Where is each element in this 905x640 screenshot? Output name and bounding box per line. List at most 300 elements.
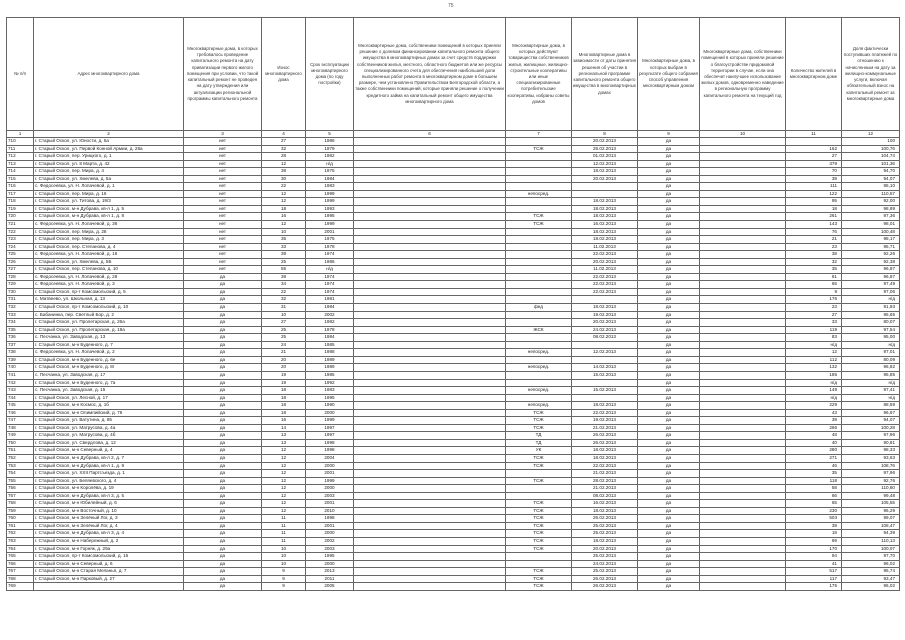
decision-date-cell: 15.02.2013 [572, 371, 638, 379]
address-cell: с. Бабанинка, пер. Светлый Бор, д. 2 [34, 311, 184, 319]
column-number: 10 [700, 131, 786, 138]
repair-needed-cell: да [184, 409, 262, 417]
row-number-cell: 733 [7, 311, 34, 319]
payment-share-cell: 100,28 [842, 424, 900, 432]
repair-needed-cell: да [184, 326, 262, 334]
payment-share-cell: 104,74 [842, 153, 900, 161]
landscaping-cell [700, 281, 786, 289]
residents-cell: 112 [786, 356, 842, 364]
management-chosen-cell: да [638, 296, 700, 304]
management-form-cell: ТСЖ [506, 500, 572, 508]
address-cell: г. Старый Оскол, м-н Парковый, д. 27 [34, 575, 184, 583]
table-row [7, 371, 900, 379]
table-row [7, 575, 900, 583]
page-number: 75 [448, 3, 454, 9]
management-chosen-cell: да [638, 213, 700, 221]
repair-needed-cell: нет [184, 145, 262, 153]
wear-cell: 20 [262, 356, 306, 364]
address-cell: г. Старый Оскол, ул. Беляевского, д. 4 [34, 477, 184, 485]
repair-needed-cell: да [184, 349, 262, 357]
wear-cell: 25 [262, 326, 306, 334]
built-year-cell: 1993 [306, 205, 354, 213]
row-number-cell: 734 [7, 319, 34, 327]
row-number-cell: 751 [7, 447, 34, 455]
table-row [7, 319, 900, 327]
table-row [7, 349, 900, 357]
table-row [7, 251, 900, 259]
payment-share-cell: н/д [842, 394, 900, 402]
address-cell: с. Федосеевка, ул. Н. Лопачевой, д. 36 [34, 221, 184, 229]
management-form-cell: фед [506, 304, 572, 312]
cofinancing-cell [354, 145, 506, 153]
landscaping-cell [700, 394, 786, 402]
table-row [7, 485, 900, 493]
row-number-cell: 747 [7, 417, 34, 425]
cofinancing-cell [354, 553, 506, 561]
cofinancing-cell [354, 281, 506, 289]
wear-cell: 10 [262, 553, 306, 561]
table-row [7, 477, 900, 485]
wear-cell: 35 [262, 236, 306, 244]
landscaping-cell [700, 417, 786, 425]
management-chosen-cell: да [638, 507, 700, 515]
payment-share-cell: 96,82 [842, 364, 900, 372]
residents-cell: 266 [786, 424, 842, 432]
decision-date-cell: 18.02.2013 [572, 236, 638, 244]
residents-cell: 149 [786, 387, 842, 395]
wear-cell: 18 [262, 387, 306, 395]
management-chosen-cell: да [638, 477, 700, 485]
landscaping-cell [700, 198, 786, 206]
cofinancing-cell [354, 424, 506, 432]
address-cell: г. Старый Оскол, м-н Буденного, д. 7 [34, 341, 184, 349]
built-year-cell: 1974 [306, 273, 354, 281]
address-cell: г. Старый Оскол, м-н Буденного, д. 6е [34, 356, 184, 364]
payment-share-cell: 94,07 [842, 417, 900, 425]
wear-cell: 16 [262, 417, 306, 425]
residents-cell: 69 [786, 537, 842, 545]
address-cell: г. Старый Оскол, ул. Свердлова, д. 12 [34, 439, 184, 447]
repair-needed-cell: да [184, 319, 262, 327]
built-year-cell: 2004 [306, 454, 354, 462]
payment-share-cell: 92,76 [842, 477, 900, 485]
management-form-cell: ТСЖ [506, 213, 572, 221]
wear-cell: 10 [262, 545, 306, 553]
payment-share-cell: 97,54 [842, 326, 900, 334]
residents-cell: 503 [786, 515, 842, 523]
management-form-cell [506, 266, 572, 274]
management-chosen-cell: да [638, 334, 700, 342]
address-cell: г. Старый Оскол, м-н Старая Меланья, д. 7 [34, 568, 184, 576]
wear-cell: 10 [262, 311, 306, 319]
landscaping-cell [700, 439, 786, 447]
management-chosen-cell: да [638, 205, 700, 213]
built-year-cell: 1975 [306, 168, 354, 176]
wear-cell: 31 [262, 304, 306, 312]
built-year-cell: 1999 [306, 417, 354, 425]
repair-needed-cell: да [184, 522, 262, 530]
cofinancing-cell [354, 515, 506, 523]
management-form-cell: ТСЖ [506, 568, 572, 576]
repair-needed-cell: да [184, 530, 262, 538]
built-year-cell: 1990 [306, 402, 354, 410]
management-chosen-cell: да [638, 281, 700, 289]
management-form-cell: ТСЖ [506, 507, 572, 515]
row-number-cell: 722 [7, 228, 34, 236]
residents-cell: 43 [786, 409, 842, 417]
wear-cell: 11 [262, 537, 306, 545]
cofinancing-cell [354, 168, 506, 176]
decision-date-cell: 21.02.2013 [572, 470, 638, 478]
landscaping-cell [700, 477, 786, 485]
table-row [7, 530, 900, 538]
address-cell: с. Федосеевка, ул. Н. Лопачевой, д. 2 [34, 349, 184, 357]
cofinancing-cell [354, 583, 506, 591]
decision-date-cell: 15.02.2013 [572, 387, 638, 395]
landscaping-cell [700, 522, 786, 530]
payment-share-cell: 105,55 [842, 500, 900, 508]
table-row [7, 424, 900, 432]
decision-date-cell: 01.02.2013 [572, 153, 638, 161]
repair-needed-cell: да [184, 439, 262, 447]
row-number-cell: 721 [7, 221, 34, 229]
landscaping-cell [700, 575, 786, 583]
decision-date-cell: 18.02.2013 [572, 537, 638, 545]
decision-date-cell [572, 190, 638, 198]
residents-cell: 35 [786, 470, 842, 478]
table-row [7, 183, 900, 191]
decision-date-cell: 20.02.2013 [572, 545, 638, 553]
payment-share-cell: 92,00 [842, 198, 900, 206]
repair-needed-cell: да [184, 379, 262, 387]
row-number-cell: 719 [7, 205, 34, 213]
management-chosen-cell: да [638, 371, 700, 379]
cofinancing-cell [354, 273, 506, 281]
management-form-cell: ТСЖ [506, 477, 572, 485]
wear-cell: 18 [262, 409, 306, 417]
decision-date-cell: 26.02.2013 [572, 145, 638, 153]
built-year-cell: 1998 [306, 439, 354, 447]
row-number-cell: 764 [7, 545, 34, 553]
management-chosen-cell: да [638, 492, 700, 500]
wear-cell: 55 [262, 266, 306, 274]
residents-cell: 21 [786, 236, 842, 244]
management-form-cell [506, 160, 572, 168]
row-number-cell: 754 [7, 470, 34, 478]
row-number-cell: 713 [7, 160, 34, 168]
table-row [7, 190, 900, 198]
management-form-cell [506, 138, 572, 146]
decision-date-cell: 25.02.2013 [572, 553, 638, 561]
wear-cell: 10 [262, 228, 306, 236]
row-number-cell: 737 [7, 341, 34, 349]
address-cell: г. Старый Оскол, ул. 8 Марта, д. 42 [34, 160, 184, 168]
address-cell: г. Старый Оскол, м-н Северный, д. 4 [34, 447, 184, 455]
decision-date-cell [572, 183, 638, 191]
management-form-cell: ТСЖ [506, 221, 572, 229]
wear-cell: 11 [262, 522, 306, 530]
cofinancing-cell [354, 500, 506, 508]
wear-cell: 32 [262, 145, 306, 153]
residents-cell: 162 [786, 145, 842, 153]
row-number-cell: 735 [7, 326, 34, 334]
management-chosen-cell: да [638, 228, 700, 236]
table-row [7, 153, 900, 161]
built-year-cell: 2011 [306, 575, 354, 583]
payment-share-cell: 97,96 [842, 432, 900, 440]
row-number-cell: 716 [7, 183, 34, 191]
row-number-cell: 720 [7, 213, 34, 221]
residents-cell: 12 [786, 349, 842, 357]
repair-needed-cell: да [184, 500, 262, 508]
residents-cell: 271 [786, 454, 842, 462]
built-year-cell: 1984 [306, 334, 354, 342]
landscaping-cell [700, 462, 786, 470]
address-cell: г. Старый Оскол, пер. Мира, д. 4 [34, 168, 184, 176]
table-row [7, 296, 900, 304]
management-form-cell [506, 311, 572, 319]
address-cell: с. Песчанка, ул. Заводская, д. 13 [34, 334, 184, 342]
cofinancing-cell [354, 530, 506, 538]
decision-date-cell: 18.02.2013 [572, 402, 638, 410]
management-chosen-cell: да [638, 273, 700, 281]
row-number-cell: 723 [7, 236, 34, 244]
decision-date-cell: 18.02.2013 [572, 228, 638, 236]
cofinancing-cell [354, 153, 506, 161]
cofinancing-cell [354, 492, 506, 500]
built-year-cell: 1975 [306, 236, 354, 244]
address-cell: г. Старый Оскол, м-н Юбилейный, д. 6 [34, 500, 184, 508]
residents-cell: 27 [786, 311, 842, 319]
built-year-cell: н/д [306, 160, 354, 168]
landscaping-cell [700, 537, 786, 545]
management-form-cell: непосред. [506, 190, 572, 198]
row-number-cell: 748 [7, 424, 34, 432]
management-chosen-cell: да [638, 409, 700, 417]
wear-cell: 9 [262, 583, 306, 591]
repair-needed-cell: нет [184, 160, 262, 168]
payment-share-cell: 110,13 [842, 537, 900, 545]
cofinancing-cell [354, 371, 506, 379]
address-cell: г. Старый Оскол, м-н Восточный, д. 10 [34, 507, 184, 515]
management-chosen-cell: да [638, 454, 700, 462]
address-cell: г. Старый Оскол, м-н Королёва, д. 19 [34, 485, 184, 493]
built-year-cell: 2001 [306, 470, 354, 478]
header-cell: Многоквартирные дома, собственники помещений в которых приняли решение о благоустройстве придомовой территории в случае, если она обеспечит наилучшее использование жилых домов, одновременно наведение в региональную программу капитального ремонта на текущий год [700, 18, 786, 131]
repair-needed-cell: да [184, 394, 262, 402]
wear-cell: 12 [262, 160, 306, 168]
management-chosen-cell: да [638, 387, 700, 395]
decision-date-cell: 22.02.2013 [572, 288, 638, 296]
cofinancing-cell [354, 183, 506, 191]
landscaping-cell [700, 432, 786, 440]
management-chosen-cell: да [638, 138, 700, 146]
residents-cell: 40 [786, 439, 842, 447]
decision-date-cell: 22.02.2013 [572, 273, 638, 281]
table-row [7, 266, 900, 274]
built-year-cell: 1992 [306, 379, 354, 387]
table-row [7, 439, 900, 447]
repair-needed-cell: да [184, 387, 262, 395]
row-number-cell: 761 [7, 522, 34, 530]
cofinancing-cell [354, 575, 506, 583]
management-form-cell [506, 296, 572, 304]
header-cell: Срок эксплуатации многоквартирного дома (по году постройки) [306, 18, 354, 131]
row-number-cell: 739 [7, 356, 34, 364]
management-form-cell [506, 258, 572, 266]
cofinancing-cell [354, 462, 506, 470]
payment-share-cell: 95,85 [842, 371, 900, 379]
cofinancing-cell [354, 439, 506, 447]
cofinancing-cell [354, 537, 506, 545]
payment-share-cell: 110,57 [842, 190, 900, 198]
header-cell: Многоквартирные дома, в которых действуют товарищества собственников жилья, жилищные, жилищно-строительные кооперативы или иные специализированные потребительские кооперативы, избраны советы домов [506, 18, 572, 131]
column-number-row [7, 131, 900, 138]
management-form-cell [506, 553, 572, 561]
repair-needed-cell: нет [184, 228, 262, 236]
management-form-cell: ТСЖ [506, 515, 572, 523]
cofinancing-cell [354, 288, 506, 296]
table-row [7, 198, 900, 206]
management-form-cell: ТСЖ [506, 454, 572, 462]
cofinancing-cell [354, 205, 506, 213]
management-form-cell [506, 394, 572, 402]
decision-date-cell: 24.02.2013 [572, 560, 638, 568]
management-chosen-cell: да [638, 190, 700, 198]
built-year-cell: 1999 [306, 190, 354, 198]
management-chosen-cell: да [638, 183, 700, 191]
payment-share-cell: 80,07 [842, 319, 900, 327]
column-number: 7 [506, 131, 572, 138]
landscaping-cell [700, 319, 786, 327]
table-row [7, 409, 900, 417]
row-number-cell: 753 [7, 462, 34, 470]
payment-share-cell: 95,65 [842, 311, 900, 319]
built-year-cell: 1999 [306, 477, 354, 485]
built-year-cell: 1978 [306, 326, 354, 334]
landscaping-cell [700, 326, 786, 334]
table-row [7, 583, 900, 591]
landscaping-cell [700, 228, 786, 236]
management-chosen-cell: да [638, 402, 700, 410]
landscaping-cell [700, 387, 786, 395]
management-form-cell: ТСЖ [506, 145, 572, 153]
built-year-cell: 2003 [306, 492, 354, 500]
address-cell: г. Старый Оскол, м-н Зелёный Лог, д. 4 [34, 522, 184, 530]
built-year-cell: 1995 [306, 553, 354, 561]
decision-date-cell: 26.02.2013 [572, 575, 638, 583]
management-form-cell: непосред. [506, 402, 572, 410]
built-year-cell: 2005 [306, 583, 354, 591]
decision-date-cell: 18.02.2013 [572, 168, 638, 176]
residents-cell: 19 [786, 530, 842, 538]
management-form-cell [506, 334, 572, 342]
decision-date-cell: 26.02.2013 [572, 439, 638, 447]
management-form-cell [506, 288, 572, 296]
address-cell: г. Старый Оскол, ул. Пролетарская, д. 26а [34, 319, 184, 327]
column-number: 1 [7, 131, 34, 138]
repair-needed-cell: нет [184, 183, 262, 191]
wear-cell: 20 [262, 364, 306, 372]
residents-cell: 185 [786, 371, 842, 379]
repair-needed-cell: да [184, 507, 262, 515]
table-row [7, 492, 900, 500]
row-number-cell: 714 [7, 168, 34, 176]
decision-date-cell: 20.02.2013 [572, 138, 638, 146]
cofinancing-cell [354, 296, 506, 304]
cofinancing-cell [354, 160, 506, 168]
address-cell: г. Старый Оскол, м-н Дубрава, кв-л 1, д. 8 [34, 213, 184, 221]
row-number-cell: 740 [7, 364, 34, 372]
address-cell: г. Старый Оскол, ул. Юности, д. 5а [34, 138, 184, 146]
management-form-cell [506, 379, 572, 387]
repair-needed-cell: нет [184, 153, 262, 161]
table-row [7, 341, 900, 349]
payment-share-cell: 98,33 [842, 447, 900, 455]
table-row [7, 311, 900, 319]
cofinancing-cell [354, 356, 506, 364]
residents-cell: 33 [786, 319, 842, 327]
payment-share-cell: 92,26 [842, 251, 900, 259]
payment-share-cell: 96,87 [842, 266, 900, 274]
landscaping-cell [700, 356, 786, 364]
row-number-cell: 756 [7, 485, 34, 493]
wear-cell: 12 [262, 221, 306, 229]
management-form-cell: непосред. [506, 387, 572, 395]
management-chosen-cell: да [638, 394, 700, 402]
address-cell: г. Старый Оскол, ул. Ватутина, д. 85 [34, 417, 184, 425]
management-chosen-cell: да [638, 470, 700, 478]
residents-cell: 175 [786, 583, 842, 591]
header-cell: Адрес многоквартирного дома [34, 18, 184, 131]
cofinancing-cell [354, 251, 506, 259]
repair-needed-cell: да [184, 334, 262, 342]
repair-needed-cell: да [184, 462, 262, 470]
landscaping-cell [700, 205, 786, 213]
header-cell: Многоквартирные дома в зависимости от даты принятия решения об участии в региональной программе капитального ремонта общего имущества в многоквартирных домах [572, 18, 638, 131]
cofinancing-cell [354, 311, 506, 319]
address-cell: с. Федосеевка, ул. Н. Лопачевой, д. 1 [34, 183, 184, 191]
management-form-cell [506, 319, 572, 327]
landscaping-cell [700, 183, 786, 191]
repair-needed-cell: нет [184, 221, 262, 229]
management-chosen-cell: да [638, 349, 700, 357]
header-cell: Многоквартирные дома, собственники помещений в которых приняли решение о долевом финансировании капитального ремонта общего имущества в многоквартирных домах за счет средств поддержки собственников жилья, местного, областного бюджетов или же ресурсы специализированного счета для обеспечения наибольшей доли выполненных работ ремонта в многоквартирном доме в большем размере, чем установлено Правительством Белгородской области, а также собственники помещений, которые приняли решение о получении кредитного займа на капитальный ремонт общего имущества многоквартирного дома [354, 18, 506, 131]
cofinancing-cell [354, 387, 506, 395]
management-form-cell [506, 251, 572, 259]
table-row [7, 138, 900, 146]
table-row [7, 454, 900, 462]
payment-share-cell: 94,07 [842, 175, 900, 183]
payment-share-cell: 110,60 [842, 485, 900, 493]
table-row [7, 560, 900, 568]
decision-date-cell: 22.02.2013 [572, 281, 638, 289]
built-year-cell: 2013 [306, 568, 354, 576]
column-number: 3 [184, 131, 262, 138]
row-number-cell: 715 [7, 175, 34, 183]
built-year-cell: 1979 [306, 145, 354, 153]
landscaping-cell [700, 492, 786, 500]
column-number: 4 [262, 131, 306, 138]
residents-cell: 39 [786, 522, 842, 530]
landscaping-cell [700, 258, 786, 266]
repair-needed-cell: нет [184, 168, 262, 176]
header-cell: Многоквартирные дома, в которых выбран в результате общего собрания способ управления многоквартирным домом [638, 18, 700, 131]
housing-registry-table [6, 17, 900, 591]
payment-share-cell: 97,49 [842, 281, 900, 289]
address-cell: г. Старый Оскол, пр-т Комсомольский, д. 16 [34, 553, 184, 561]
payment-share-cell: 100,76 [842, 145, 900, 153]
